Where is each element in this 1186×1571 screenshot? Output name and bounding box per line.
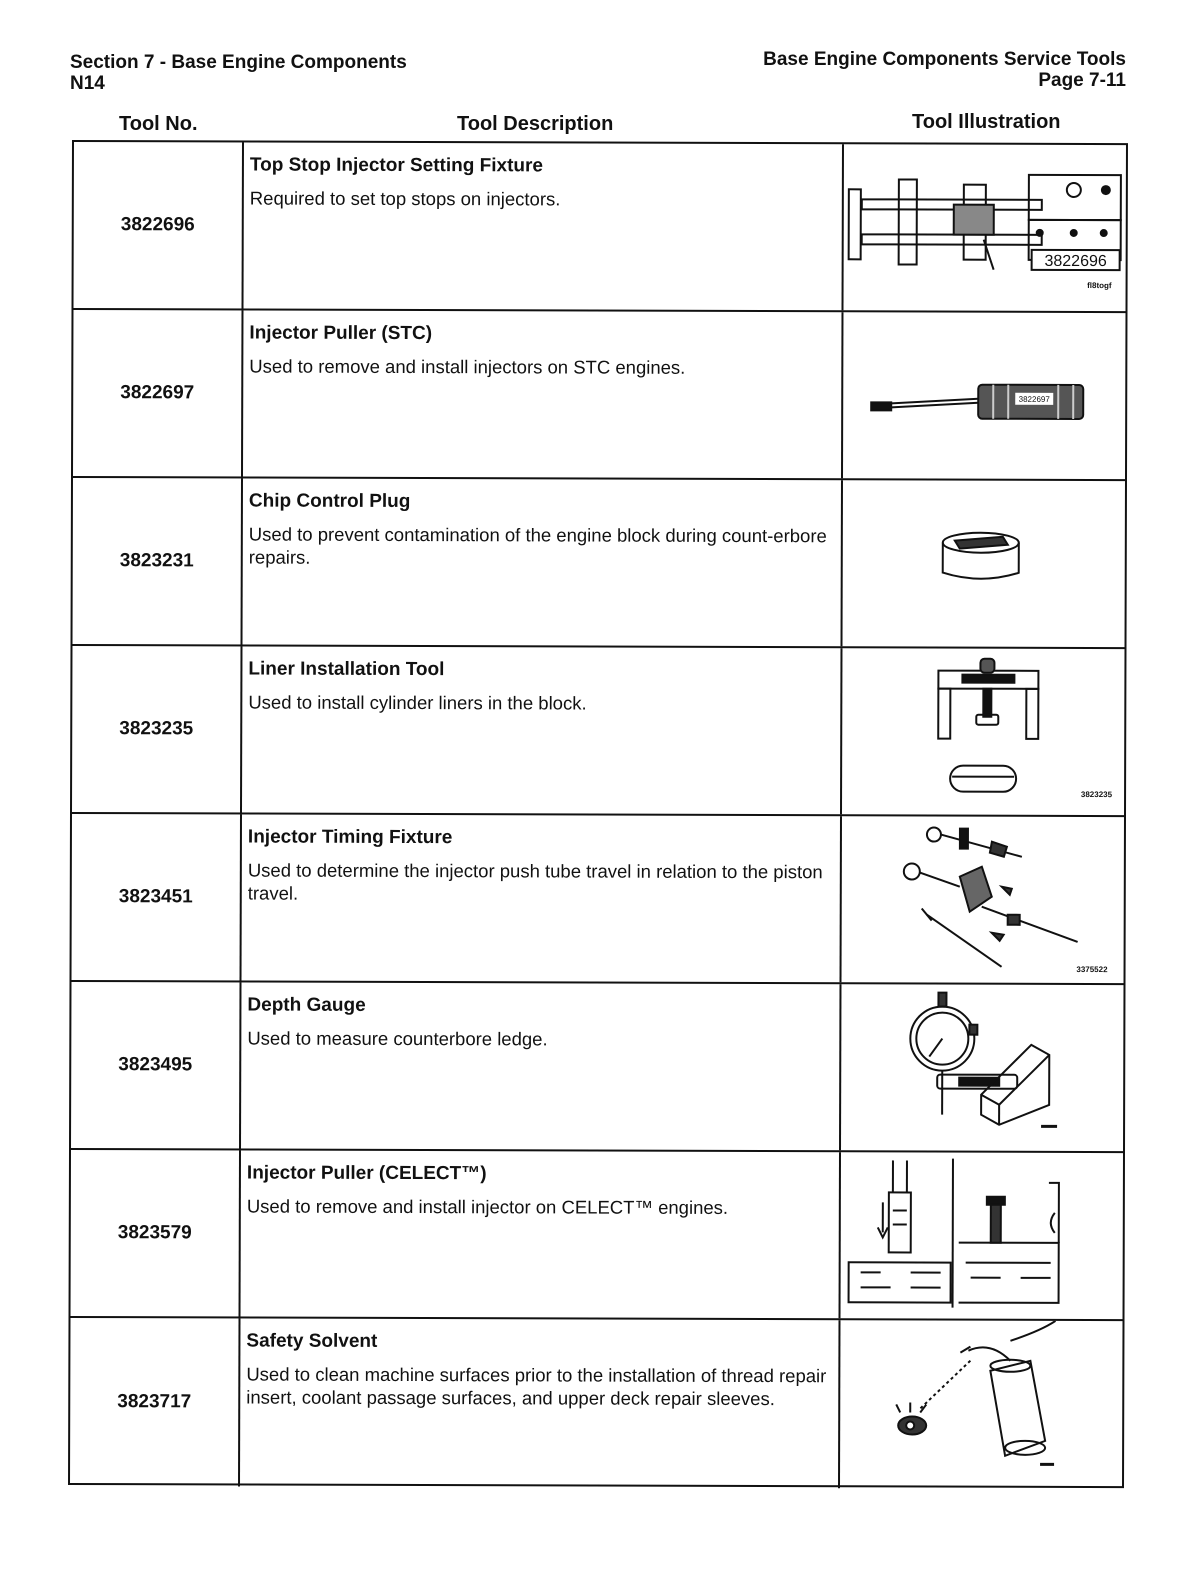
injector-setting-fixture-icon <box>843 144 1125 311</box>
tool-description: Used to determine the injector push tube travel in relation to the piston travel. <box>247 859 823 904</box>
tool-description: Used to remove and install injector on CELECT™ engines. <box>246 1195 729 1218</box>
tool-illustration-cell <box>841 1152 1123 1319</box>
tool-illustration-cell <box>840 1320 1122 1489</box>
tool-number: 3823717 <box>70 1318 240 1487</box>
tool-description-cell <box>241 983 841 1151</box>
tool-description-cell <box>241 1151 841 1319</box>
tool-illustration-cell <box>843 144 1125 311</box>
table-row <box>73 310 1125 481</box>
table-row <box>72 814 1124 985</box>
section-title: Section 7 - Base Engine Components <box>70 52 407 73</box>
column-header-tool-no: Tool No. <box>119 113 198 135</box>
tool-description: Used to clean machine surfaces prior to the installation of thread repair insert, coolant passage surfaces, and upper deck repair sleeves. <box>246 1363 827 1410</box>
page-number: Page 7-11 <box>1038 70 1126 91</box>
tool-illustration-cell <box>842 648 1124 815</box>
tool-title: Safety Solvent <box>246 1330 378 1352</box>
tool-description: Used to install cylinder liners in the block. <box>248 691 587 714</box>
figure-code: 3375522 <box>1076 964 1108 975</box>
tool-description: Required to set top stops on injectors. <box>249 187 561 210</box>
fixture-part-label: 3822696 <box>1044 252 1107 271</box>
column-header-illustration: Tool Illustration <box>912 111 1061 133</box>
injector-puller-celect-icon <box>841 1152 1123 1319</box>
tools-table <box>68 140 1128 1488</box>
tool-illustration-cell <box>841 984 1123 1151</box>
tool-illustration-cell <box>843 480 1125 647</box>
tool-description: Used to remove and install injectors on STC engines. <box>249 355 686 378</box>
tool-number: 3823495 <box>71 982 241 1149</box>
safety-solvent-can-icon <box>840 1320 1122 1487</box>
tool-title: Depth Gauge <box>247 994 366 1016</box>
table-row <box>71 982 1123 1153</box>
tool-number: 3823579 <box>71 1150 241 1317</box>
table-row <box>71 1150 1123 1321</box>
tool-description: Used to measure counterbore ledge. <box>247 1027 548 1050</box>
tool-title: Top Stop Injector Setting Fixture <box>249 154 544 177</box>
tool-description-cell <box>242 815 842 983</box>
tool-title: Chip Control Plug <box>248 490 411 513</box>
tool-title: Injector Timing Fixture <box>247 826 453 849</box>
column-header-description: Tool Description <box>457 113 614 135</box>
tool-number: 3823451 <box>72 814 242 981</box>
engine-model: N14 <box>70 73 105 94</box>
injector-puller-stc-icon <box>843 312 1125 479</box>
table-row <box>72 646 1124 817</box>
tool-title: Liner Installation Tool <box>248 658 445 681</box>
tool-illustration-cell <box>843 312 1125 479</box>
figure-code: fl8togf <box>1087 281 1112 291</box>
injector-timing-fixture-icon <box>842 816 1124 983</box>
figure-code: 3823235 <box>1080 789 1113 800</box>
depth-gauge-icon <box>841 984 1123 1151</box>
tool-description-cell <box>240 1319 840 1489</box>
tool-description-cell <box>243 479 843 647</box>
tool-number: 3823231 <box>73 478 243 645</box>
tool-title: Injector Puller (STC) <box>249 322 433 345</box>
chip-control-plug-icon <box>843 480 1125 647</box>
tool-title: Injector Puller (CELECT™) <box>246 1162 487 1185</box>
table-row <box>73 142 1125 313</box>
tool-number: 3822697 <box>73 310 243 477</box>
page-header-left <box>70 52 407 94</box>
liner-installation-tool-icon <box>842 648 1124 815</box>
puller-part-label: 3822697 <box>1018 394 1050 404</box>
document-title: Base Engine Components Service Tools <box>763 49 1126 70</box>
tool-number: 3823235 <box>72 646 242 813</box>
tool-number: 3822696 <box>74 142 244 309</box>
tool-illustration-cell <box>842 816 1124 983</box>
tool-description-cell <box>243 311 843 479</box>
tool-description-cell <box>242 647 842 815</box>
table-row <box>70 1318 1122 1489</box>
table-row <box>72 478 1124 649</box>
page-header-right <box>763 49 1126 91</box>
tool-description: Used to prevent contamination of the engine block during count-erbore repairs. <box>248 523 827 568</box>
tool-description-cell <box>244 143 844 311</box>
